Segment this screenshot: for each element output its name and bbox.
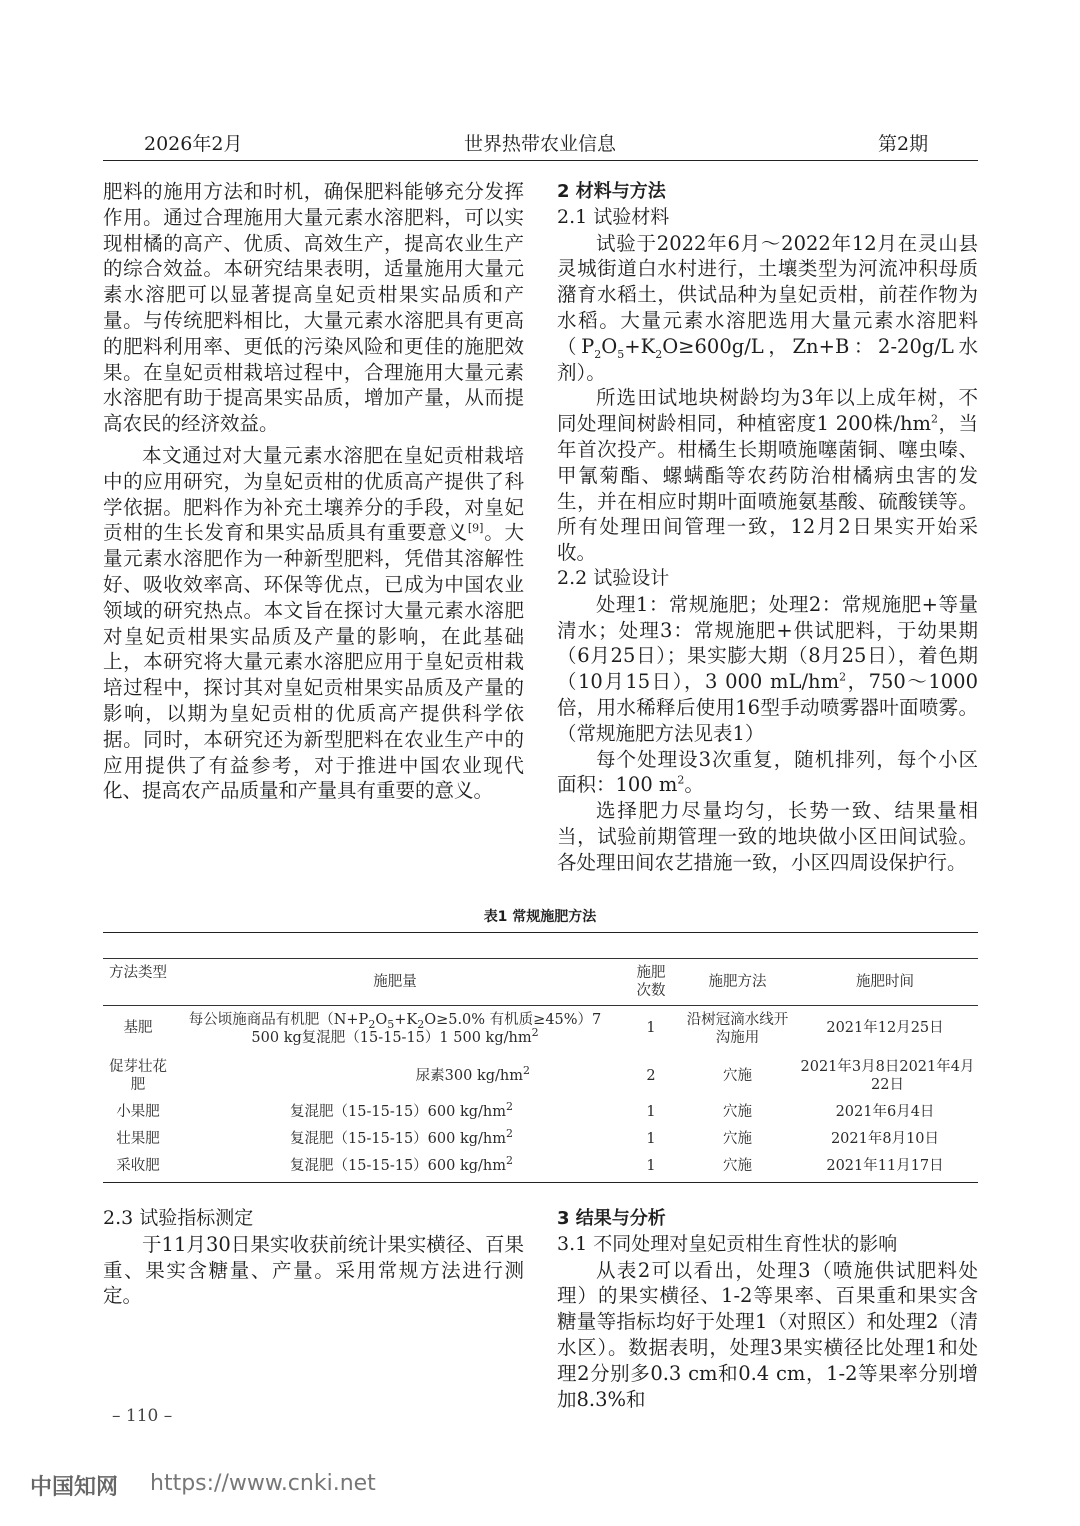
left-column <box>103 179 524 804</box>
citation-ref: [9] <box>467 521 484 535</box>
section-2-3-title: 2.3 试验指标测定 <box>103 1207 254 1229</box>
table-bottom-rule <box>103 1182 978 1183</box>
page-number: – 110 – <box>112 1406 173 1426</box>
table-body-rule <box>103 1005 978 1006</box>
left-para-1: 肥料的施用方法和时机，确保肥料能够充分发挥作用。通过合理施用大量元素水溶肥料，可以实现柑橘的高产、优质、高效生产，提高农业生产的综合效益。本研究结果表明，适量施用大量元素水溶肥可以显著提高皇妃贡柑果实品质和产量。与传统肥料相比，大量元素水溶肥具有更高的肥料利用率、更低的污染风险和更佳的施肥效果。在皇妃贡柑栽培过程中，合理施用大量元素水溶肥有助于提高果实品质，增加产量，从而提高农民的经济效益。 <box>103 180 524 436</box>
cnki-logo: 中国知网 <box>30 1475 119 1500</box>
table-1-caption: 表1 常规施肥方法 <box>483 909 597 925</box>
section-2-1-title: 2.1 试验材料 <box>557 205 670 228</box>
section-2-title: 2 材料与方法 <box>557 181 666 202</box>
th-time: 施肥时间 <box>856 974 914 990</box>
header-issue: 第2期 <box>878 133 929 155</box>
table-header-rule <box>103 958 978 959</box>
header-rule <box>103 160 978 161</box>
bottom-left-para: 于11月30日果实收获前统计果实横径、百果重、果实含糖量、产量。采用常规方法进行测定。 <box>103 1232 524 1308</box>
right-para-5: 选择肥力尽量均匀，长势一致、结果量相当，试验前期管理一致的地块做小区田间试验。各处理田间农艺措施一致，小区四周设保护行。 <box>557 799 978 874</box>
th-method: 施肥方法 <box>708 974 767 990</box>
right-para-2: 所选田试地块树龄均为3年以上成年树，不同处理间树龄相同，种植密度1 200株$/hm^2$，当年首次投产。柑橘生长期喷施噻菌铜、噻虫嗪、甲氰菊酯、螺螨酯等农药防治柑橘病虫害的发生，并在相应时期叶面喷施氨基酸、硫酸镁等。所有处理田间管理一致，12月2日果实开始采收。 <box>557 386 978 565</box>
bottom-right-para: 从表2可以看出，处理3（喷施供试肥料处理）的果实横径、1-2等果率、百果重和果实含糖量等指标均好于处理1（对照区）和处理2（清水区）。数据表明，处理3果实横径比处理1和处理2分别多0.3 cm和0.4 cm，1-2等果率分别增加8.3%和 <box>557 1258 978 1411</box>
section-3-1-title: 3.1 不同处理对皇妃贡柑生育性状的影响 <box>557 1232 898 1255</box>
section-2-2-title: 2.2 试验设计 <box>557 566 670 589</box>
header-journal: 世界热带农业信息 <box>463 133 616 155</box>
th-type: 方法类型 <box>109 965 167 981</box>
right-para-3: 处理1：常规施肥；处理2：常规施肥+等量清水；处理3：常规施肥+供试肥料，于幼果期（6月25日）；果实膨大期（8月25日），着色期（10月15日），3 000 $mL/hm^2$，750～1000倍，用水稀释后使用16型手动喷雾器叶面喷雾。（常规施肥方法见表1） <box>557 592 978 745</box>
bottom-left-column <box>103 1206 524 1309</box>
section-3-title: 3 结果与分析 <box>557 1208 666 1229</box>
right-para-1: 试验于2022年6月～2022年12月在灵山县灵城街道白水村进行，土壤类型为河流冲积母质潴育水稻土，供试品种为皇妃贡柑，前茬作物为水稻。大量元素水溶肥选用大量元素水溶肥料（$P_2O_5+K_2O\ge 600g/L$，Zn+B：2-20g/L水剂）。 <box>557 231 978 384</box>
header-date: 2026年2月 <box>144 133 243 155</box>
cnki-url[interactable]: https://www.cnki.net <box>150 1471 376 1496</box>
th-times: 施肥次数 <box>636 965 666 999</box>
left-para-2: 本文通过对大量元素水溶肥在皇妃贡柑栽培中的应用研究，为皇妃贡柑的优质高产提供了科学依据。肥料作为补充土壤养分的手段，对皇妃贡柑的生长发育和果实品质具有重要意义[9]。大量元素水溶肥作为一种新型肥料，凭借其溶解性好、吸收效率高、环保等优点，已成为中国农业领域的研究热点。本文旨在探讨大量元素水溶肥对皇妃贡柑果实品质及产量的影响，在此基础上，本研究将大量元素水溶肥应用于皇妃贡柑栽培过程中，探讨其对皇妃贡柑果实品质及产量的影响，以期为皇妃贡柑的优质高产提供科学依据。同时，本研究还为新型肥料在农业生产中的应用提供了有益参考，对于推进中国农业现代化、提高农产品质量和产量具有重要的意义。 <box>103 443 524 803</box>
th-amount: 施肥量 <box>373 974 417 990</box>
right-para-4: 每个处理设3次重复，随机排列，每个小区面积：100 $m^2$。 <box>557 747 978 797</box>
right-column <box>557 179 978 876</box>
table-top-rule <box>103 932 978 933</box>
bottom-right-column <box>557 1206 978 1412</box>
